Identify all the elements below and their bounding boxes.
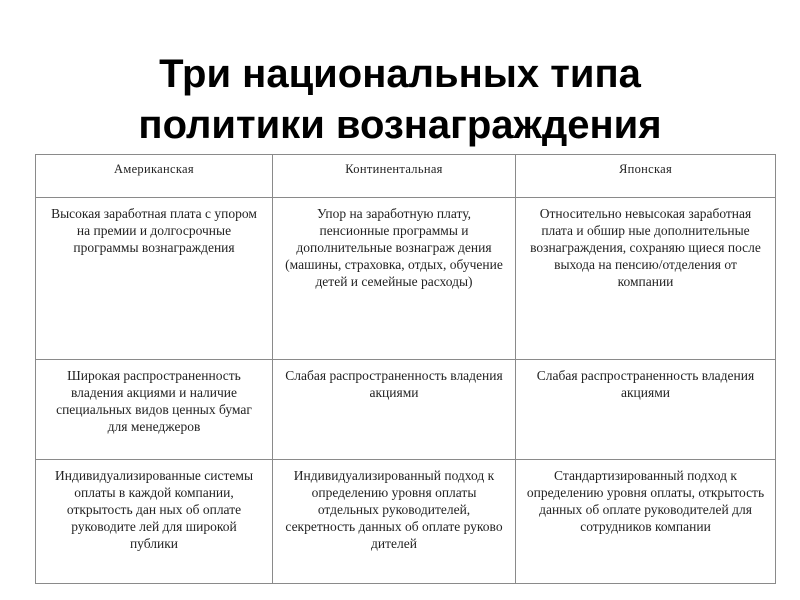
table-cell: Упор на заработную плату, пенсионные программы и дополнительные вознаграж дения (машины, страховка, отдых, обучение детей и семейные расходы) (273, 198, 516, 360)
table-cell: Индивидуализированный подход к определению уровня оплаты отдельных руководителей, секретность данных об оплате руково дителей (273, 460, 516, 584)
table-cell: Индивидуализированные системы оплаты в каждой компании, открытость дан ных об оплате руководите лей для широкой публики (36, 460, 273, 584)
table-row (36, 360, 776, 460)
table-cell: Высокая заработная плата с упором на премии и долгосрочные программы вознаграждения (36, 198, 273, 360)
slide-title-line-1: Три национальных типа (159, 51, 641, 96)
table-row (36, 460, 776, 584)
table-cell: Слабая распространенность владения акциями (273, 360, 516, 460)
table-cell: Относительно невысокая заработная плата и обшир ные дополнительные вознаграждения, сохраняю щиеся после выхода на пенсию/отделения от компании (516, 198, 776, 360)
table-row (36, 198, 776, 360)
header-american: Американская (36, 155, 273, 198)
table-header-row (36, 155, 776, 198)
table-cell: Слабая распространенность владения акциями (516, 360, 776, 460)
reward-policy-table (35, 154, 776, 584)
slide-title (0, 49, 800, 151)
header-continental: Континентальная (273, 155, 516, 198)
table-cell: Широкая распространенность владения акциями и наличие специальных видов ценных бумаг для менеджеров (36, 360, 273, 460)
slide-title-line-2: политики вознаграждения (138, 102, 662, 147)
header-japanese: Японская (516, 155, 776, 198)
table-cell: Стандартизированный подход к определению уровня оплаты, открытость данных об оплате руководителей для сотрудников компании (516, 460, 776, 584)
